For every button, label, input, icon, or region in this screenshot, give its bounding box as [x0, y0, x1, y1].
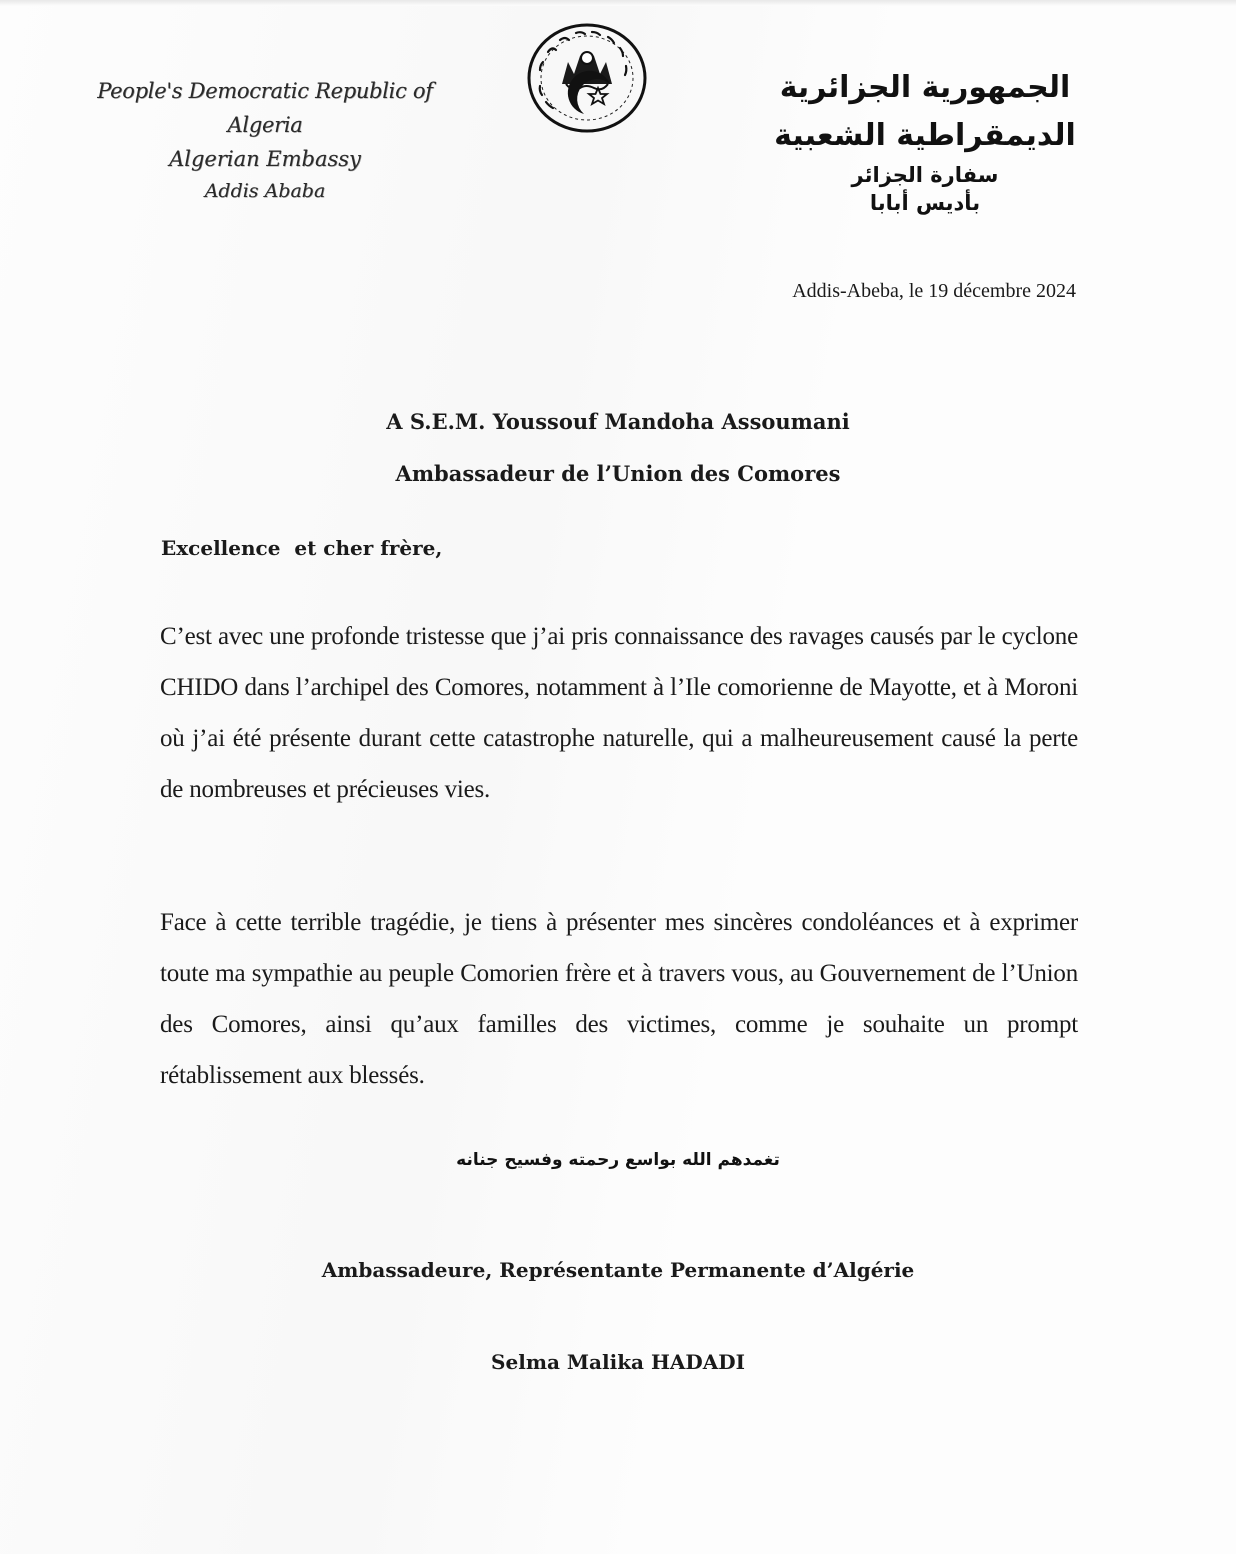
letterhead-city-arabic: بأديس أبابا — [869, 191, 981, 215]
body-paragraph-1: C’est avec une profonde tristesse que j’ai pris connaissance des ravages causés par le cyclone CHIDO dans l’archipel des Comores, notamment à l’Ile comorienne de Mayotte, et à Moroni où j’ai été présente durant cette catastrophe naturelle, qui a malheureusement causé la perte de nombreuses et précieuses vies. — [160, 623, 1078, 803]
letterhead-arabic — [740, 64, 1110, 216]
letterhead-country-arabic: الجمهورية الجزائرية الديمقراطية الشعبية — [774, 70, 1076, 153]
algeria-state-emblem-icon — [526, 22, 648, 134]
closing-prayer-arabic: تغمدهم الله بواسع رحمته وفسيح جنانه — [456, 1150, 780, 1170]
signatory-name: Selma Malika HADADI — [491, 1350, 745, 1374]
letterhead-english — [70, 74, 460, 206]
letterhead-embassy: Algerian Embassy — [169, 147, 361, 171]
recipient-title: Ambassadeur de l’Union des Comores — [395, 461, 841, 486]
body-paragraph-2: Face à cette terrible tragédie, je tiens à présenter mes sincères condoléances et à exprimer toute ma sympathie au peuple Comorien frère et à travers vous, au Gouvernement de l’Union des Comores, ainsi qu’aux familles des victimes, comme je souhaite un prompt rétablissement aux blessés. — [160, 909, 1078, 1089]
salutation: Excellence et cher frère, — [161, 536, 443, 560]
letterhead-embassy-arabic: سفارة الجزائر — [851, 163, 999, 187]
recipient-name: A S.E.M. Youssouf Mandoha Assoumani — [386, 409, 850, 434]
signatory-title: Ambassadeure, Représentante Permanente d’Algérie — [321, 1258, 915, 1282]
letterhead-city: Addis Ababa — [204, 180, 326, 202]
letter-date: Addis-Abeba, le 19 décembre 2024 — [792, 280, 1076, 302]
recipient-block — [0, 396, 1236, 500]
letterhead-country: People's Democratic Republic of Algeria — [97, 79, 433, 137]
scan-edge — [0, 0, 1236, 6]
